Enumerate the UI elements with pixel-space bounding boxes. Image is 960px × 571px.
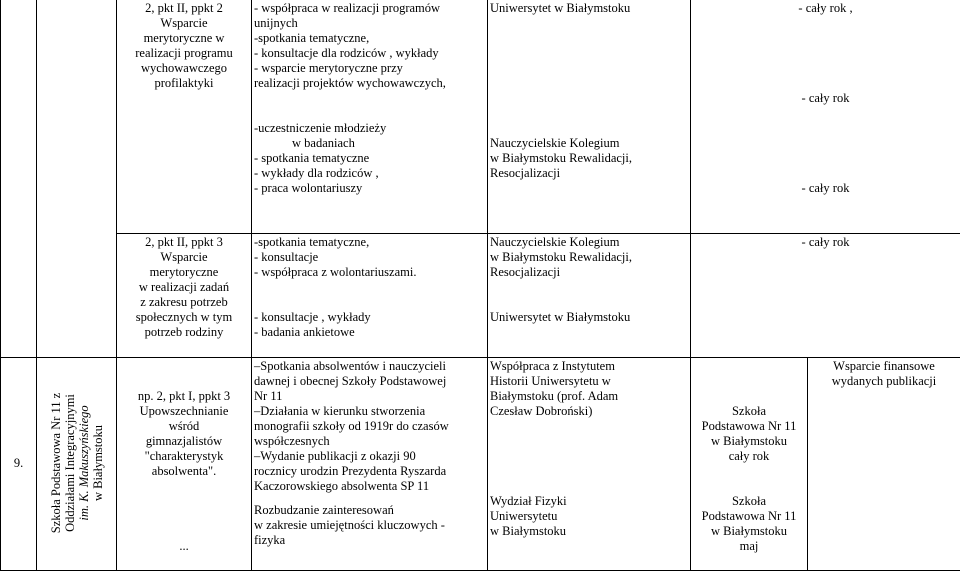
partner-line: w Białymstoku Rewalidacji, (490, 250, 688, 265)
action-line: - spotkania tematyczne (254, 151, 485, 166)
term-line: cały rok (693, 449, 805, 464)
table-row (1, 0, 960, 233)
term-line: Podstawowa Nr 11 (693, 509, 805, 524)
partner-line: Uniwersytetu (490, 509, 688, 524)
task-line: Upowszechnianie (119, 404, 249, 419)
partner-line: Resocjalizacji (490, 166, 688, 181)
task-line: 2, pkt II, ppkt 2 (119, 1, 249, 16)
term-line: - cały rok , (693, 1, 958, 16)
action-line: - badania ankietowe (254, 325, 485, 340)
task-line: Wsparcie (119, 250, 249, 265)
term-line: w Białymstoku (693, 524, 805, 539)
term-line: - cały rok (693, 181, 958, 196)
action-line: Nr 11 (254, 389, 485, 404)
partner-line: Białymstoku (prof. Adam (490, 389, 688, 404)
partner-line: Nauczycielskie Kolegium (490, 136, 688, 151)
remarks-cell (808, 357, 960, 570)
task-line: merytoryczne w (119, 31, 249, 46)
action-line: - wsparcie merytoryczne przy (254, 61, 485, 76)
term-line: - cały rok (693, 91, 958, 106)
partner-line: Uniwersytet w Białymstoku (490, 1, 688, 16)
action-line: -uczestniczenie młodzieży (254, 121, 485, 136)
task-line: merytoryczne (119, 265, 249, 280)
task-line: profilaktyki (119, 76, 249, 91)
action-line: - konsultacje (254, 250, 485, 265)
task-line: potrzeb rodziny (119, 325, 249, 340)
actions-cell (252, 233, 488, 357)
action-line: rocznicy urodzin Prezydenta Ryszarda (254, 464, 485, 479)
school-line: im. K. Makuszyńskiego (77, 393, 91, 534)
school-cell (37, 357, 117, 570)
table-row (1, 357, 960, 570)
row-number-cell (1, 357, 37, 570)
school-name (49, 393, 105, 534)
term-cell (691, 0, 960, 233)
task-line: społecznych w tym (119, 310, 249, 325)
term-line: w Białymstoku (693, 434, 805, 449)
term-line: Podstawowa Nr 11 (693, 419, 805, 434)
term-line: Szkoła (693, 404, 805, 419)
action-line: - wykłady dla rodziców , (254, 166, 485, 181)
partner-line: Resocjalizacji (490, 265, 688, 280)
partner-cell (488, 233, 691, 357)
row-number: 9. (14, 456, 23, 470)
action-line: Kaczorowskiego absolwenta SP 11 (254, 479, 485, 494)
action-line: dawnej i obecnej Szkoły Podstawowej (254, 374, 485, 389)
task-cell (117, 0, 252, 233)
action-line: -spotkania tematyczne, (254, 235, 485, 250)
term-line: maj (693, 539, 805, 554)
action-line: współczesnych (254, 434, 485, 449)
partner-cell (488, 0, 691, 233)
action-line: w zakresie umiejętności kluczowych - (254, 518, 485, 533)
term-cell (691, 357, 808, 570)
action-line: Rozbudzanie zainteresowań (254, 503, 485, 518)
action-line: - współpraca z wolontariuszami. (254, 265, 485, 280)
action-line: –Spotkania absolwentów i nauczycieli (254, 359, 485, 374)
term-cell (691, 233, 960, 357)
partner-line: Wydział Fizyki (490, 494, 688, 509)
school-line: Oddziałami Integracyjnymi (63, 393, 77, 534)
task-cell (117, 233, 252, 357)
partner-line: Historii Uniwersytetu w (490, 374, 688, 389)
partner-cell (488, 357, 691, 570)
partner-line: Współpraca z Instytutem (490, 359, 688, 374)
action-line: monografii szkoły od 1919r do czasów (254, 419, 485, 434)
action-line: –Wydanie publikacji z okazji 90 (254, 449, 485, 464)
partner-line: Czesław Dobroński) (490, 404, 688, 419)
term-line: - cały rok (693, 235, 958, 250)
number-cell-empty (1, 0, 37, 357)
action-line: w badaniach (254, 136, 485, 151)
school-cell-empty (37, 0, 117, 357)
task-line: "charakterystyk (119, 449, 249, 464)
partner-line: Nauczycielskie Kolegium (490, 235, 688, 250)
task-line: wśród (119, 419, 249, 434)
actions-cell (252, 0, 488, 233)
task-cell (117, 357, 252, 570)
task-line: wychowawczego (119, 61, 249, 76)
partner-line: w Białymstoku Rewalidacji, (490, 151, 688, 166)
task-line: w realizacji zadań (119, 280, 249, 295)
action-line: - konsultacje , wykłady (254, 310, 485, 325)
task-line: 2, pkt II, ppkt 3 (119, 235, 249, 250)
action-line: -spotkania tematyczne, (254, 31, 485, 46)
term-line: Szkoła (693, 494, 805, 509)
action-line: - współpraca w realizacji programów (254, 1, 485, 16)
task-line: gimnazjalistów (119, 434, 249, 449)
partner-line: Uniwersytet w Białymstoku (490, 310, 688, 325)
action-line: - praca wolontariuszy (254, 181, 485, 196)
partner-line: w Białymstoku (490, 524, 688, 539)
task-line: realizacji programu (119, 46, 249, 61)
task-line: z zakresu potrzeb (119, 295, 249, 310)
school-line: w Białymstoku (91, 393, 105, 534)
actions-cell (252, 357, 488, 570)
remarks-line: Wsparcie finansowe (810, 359, 958, 374)
task-line: absolwenta". (119, 464, 249, 479)
remarks-line: wydanych publikacji (810, 374, 958, 389)
task-line: np. 2, pkt I, ppkt 3 (119, 389, 249, 404)
school-line: Szkoła Podstawowa Nr 11 z (49, 393, 63, 534)
action-line: unijnych (254, 16, 485, 31)
task-line: Wsparcie (119, 16, 249, 31)
action-line: realizacji projektów wychowawczych, (254, 76, 485, 91)
action-line: - konsultacje dla rodziców , wykłady (254, 46, 485, 61)
table-row (1, 233, 960, 357)
action-line: fizyka (254, 533, 485, 548)
action-line: –Działania w kierunku stworzenia (254, 404, 485, 419)
task-more: ... (119, 539, 249, 554)
